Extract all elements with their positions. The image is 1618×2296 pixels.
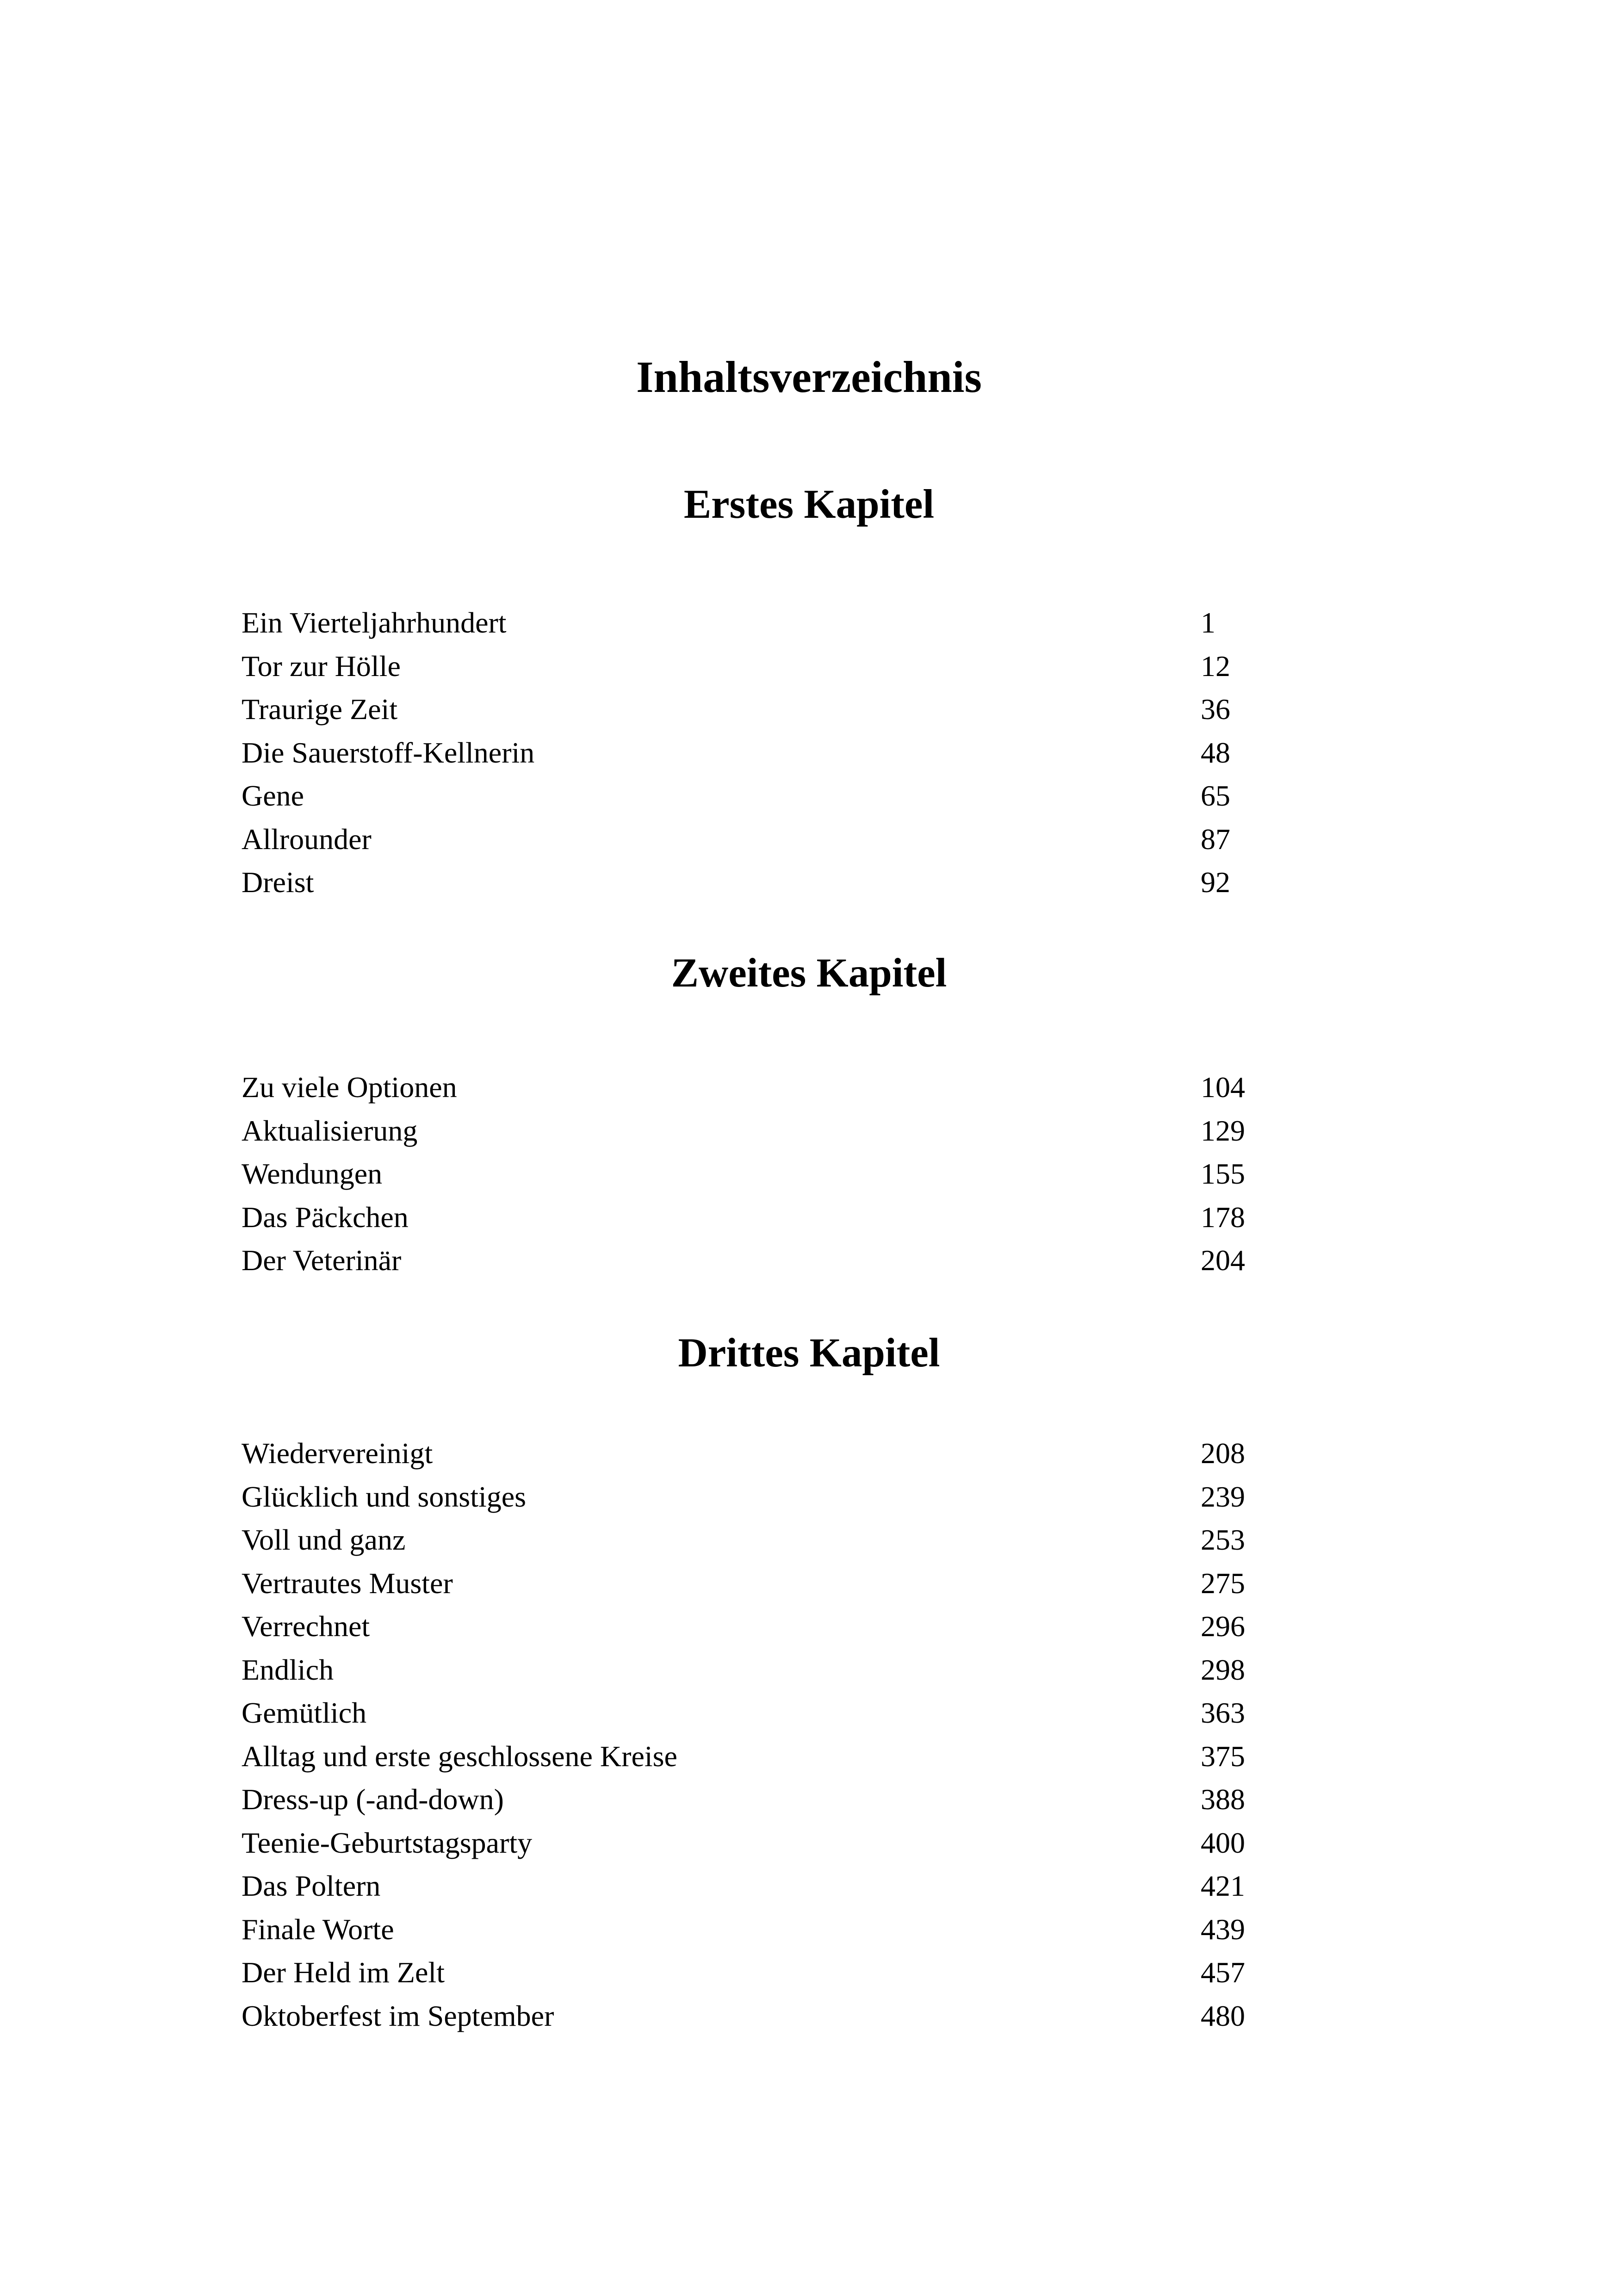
entry-title: Traurige Zeit bbox=[242, 693, 398, 726]
entry-title: Alltag und erste geschlossene Kreise bbox=[242, 1739, 677, 1773]
toc-entry bbox=[242, 774, 1259, 818]
entry-page-number: 298 bbox=[1201, 1653, 1245, 1686]
toc-entry bbox=[242, 1432, 1259, 1475]
toc-entry bbox=[242, 1196, 1259, 1239]
entry-page-number: 239 bbox=[1201, 1480, 1245, 1513]
entry-page-number: 388 bbox=[1201, 1783, 1245, 1816]
entry-title: Tor zur Hölle bbox=[242, 649, 401, 683]
chapter-3-entries bbox=[242, 1432, 1259, 2037]
toc-entry bbox=[242, 1109, 1259, 1153]
toc-entry bbox=[242, 1518, 1259, 1562]
chapter-heading-3: Drittes Kapitel bbox=[678, 1330, 940, 1376]
toc-entry bbox=[242, 1605, 1259, 1648]
entry-title: Wiedervereinigt bbox=[242, 1437, 433, 1470]
entry-title: Dress-up (-and-down) bbox=[242, 1783, 504, 1816]
toc-entry bbox=[242, 1152, 1259, 1196]
entry-title: Aktualisierung bbox=[242, 1114, 418, 1147]
toc-entry bbox=[242, 1239, 1259, 1282]
entry-title: Gene bbox=[242, 779, 304, 812]
entry-page-number: 48 bbox=[1201, 736, 1230, 769]
toc-entry bbox=[242, 1691, 1259, 1735]
toc-entry bbox=[242, 1821, 1259, 1865]
entry-page-number: 204 bbox=[1201, 1244, 1245, 1277]
entry-page-number: 253 bbox=[1201, 1523, 1245, 1556]
entry-title: Voll und ganz bbox=[242, 1523, 406, 1556]
chapter-heading-2: Zweites Kapitel bbox=[671, 950, 947, 996]
toc-entry bbox=[242, 1951, 1259, 1994]
entry-page-number: 104 bbox=[1201, 1071, 1245, 1104]
entry-title: Die Sauerstoff-Kellnerin bbox=[242, 736, 535, 769]
entry-page-number: 92 bbox=[1201, 866, 1230, 899]
toc-entry bbox=[242, 731, 1259, 775]
entry-title: Glücklich und sonstiges bbox=[242, 1480, 527, 1513]
entry-page-number: 1 bbox=[1201, 606, 1215, 639]
toc-entry bbox=[242, 861, 1259, 904]
toc-entry bbox=[242, 818, 1259, 861]
toc-entry bbox=[242, 1994, 1259, 2038]
toc-entry bbox=[242, 1864, 1259, 1908]
entry-title: Das Päckchen bbox=[242, 1200, 409, 1234]
entry-title: Allrounder bbox=[242, 822, 372, 856]
toc-entry bbox=[242, 1648, 1259, 1692]
entry-page-number: 87 bbox=[1201, 822, 1230, 856]
entry-title: Endlich bbox=[242, 1653, 334, 1686]
toc-entry bbox=[242, 1778, 1259, 1821]
chapter-2-entries bbox=[242, 1066, 1259, 1282]
toc-title: Inhaltsverzeichnis bbox=[636, 352, 982, 402]
entry-page-number: 208 bbox=[1201, 1437, 1245, 1470]
entry-page-number: 439 bbox=[1201, 1912, 1245, 1946]
entry-title: Verrechnet bbox=[242, 1610, 370, 1643]
chapter-heading-1: Erstes Kapitel bbox=[683, 482, 935, 527]
entry-page-number: 363 bbox=[1201, 1696, 1245, 1729]
toc-entry bbox=[242, 1066, 1259, 1109]
entry-title: Teenie-Geburtstagsparty bbox=[242, 1826, 533, 1859]
entry-page-number: 129 bbox=[1201, 1114, 1245, 1147]
toc-entry bbox=[242, 1475, 1259, 1519]
entry-title: Das Poltern bbox=[242, 1869, 381, 1902]
entry-title: Der Held im Zelt bbox=[242, 1956, 445, 1989]
entry-page-number: 400 bbox=[1201, 1826, 1245, 1859]
entry-title: Gemütlich bbox=[242, 1696, 367, 1729]
entry-title: Wendungen bbox=[242, 1157, 383, 1190]
entry-title: Zu viele Optionen bbox=[242, 1071, 457, 1104]
toc-entry bbox=[242, 645, 1259, 688]
toc-entry bbox=[242, 1908, 1259, 1951]
entry-title: Vertrautes Muster bbox=[242, 1566, 453, 1600]
entry-title: Ein Vierteljahrhundert bbox=[242, 606, 507, 639]
entry-page-number: 36 bbox=[1201, 693, 1230, 726]
entry-page-number: 375 bbox=[1201, 1739, 1245, 1773]
entry-page-number: 296 bbox=[1201, 1610, 1245, 1643]
entry-title: Oktoberfest im September bbox=[242, 1999, 554, 2032]
chapter-1-entries bbox=[242, 601, 1259, 904]
entry-page-number: 178 bbox=[1201, 1200, 1245, 1234]
entry-page-number: 480 bbox=[1201, 1999, 1245, 2032]
entry-title: Dreist bbox=[242, 866, 314, 899]
entry-title: Der Veterinär bbox=[242, 1244, 402, 1277]
entry-page-number: 65 bbox=[1201, 779, 1230, 812]
entry-page-number: 155 bbox=[1201, 1157, 1245, 1190]
entry-page-number: 421 bbox=[1201, 1869, 1245, 1902]
toc-entry bbox=[242, 601, 1259, 645]
entry-title: Finale Worte bbox=[242, 1912, 394, 1946]
entry-page-number: 12 bbox=[1201, 649, 1230, 683]
toc-entry bbox=[242, 688, 1259, 731]
entry-page-number: 457 bbox=[1201, 1956, 1245, 1989]
toc-entry bbox=[242, 1562, 1259, 1605]
entry-page-number: 275 bbox=[1201, 1566, 1245, 1600]
toc-entry bbox=[242, 1735, 1259, 1778]
